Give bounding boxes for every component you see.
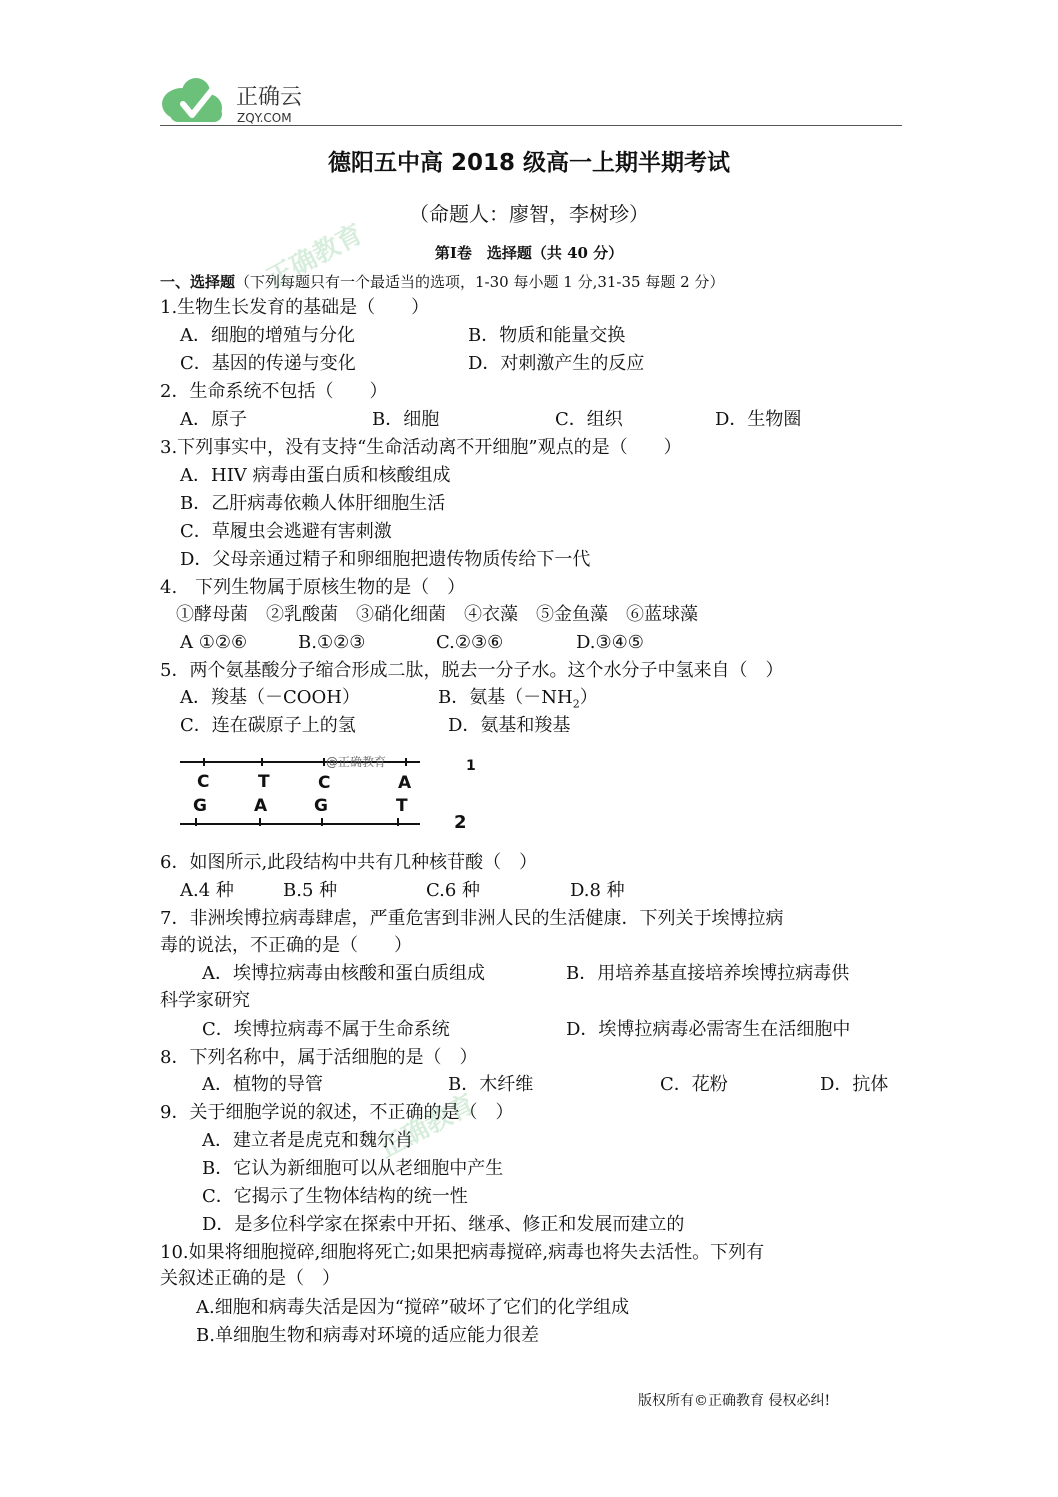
header-rule bbox=[160, 125, 902, 126]
q2-option-b: B．细胞 bbox=[372, 409, 440, 430]
q9-option-a: A．建立者是虎克和魏尔肖 bbox=[202, 1130, 413, 1151]
strand-label-1: 1 bbox=[466, 758, 476, 774]
base-top-2: T bbox=[258, 772, 270, 792]
q6-option-d: D.8 种 bbox=[570, 880, 625, 901]
q1-option-a: A．细胞的增殖与分化 bbox=[180, 325, 355, 346]
question-2-stem: 2．生命系统不包括（ ） bbox=[160, 381, 388, 402]
q7-option-d: D．埃博拉病毒必需寄生在活细胞中 bbox=[566, 1019, 851, 1040]
q1-option-c: C．基因的传递与变化 bbox=[180, 353, 356, 374]
brand-name: 正确云 bbox=[236, 85, 303, 110]
q4-option-b: B.①②③ bbox=[298, 632, 366, 653]
instruction-label: 一、选择题 bbox=[160, 273, 236, 291]
q7-option-b: B．用培养基直接培养埃博拉病毒供 bbox=[566, 963, 850, 984]
q4-option-d: D.③④⑤ bbox=[576, 632, 644, 653]
base-bottom-3: G bbox=[314, 796, 328, 816]
base-bottom-1: G bbox=[193, 796, 207, 816]
page-title: 德阳五中高 2018 级高一上期半期考试 bbox=[327, 150, 731, 176]
instruction bbox=[160, 271, 724, 292]
question-10-stem-line2: 关叙述正确的是（ ） bbox=[160, 1268, 340, 1289]
question-4-stem: 4. 下列生物属于原核生物的是（ ） bbox=[160, 577, 466, 598]
q9-option-b: B．它认为新细胞可以从老细胞中产生 bbox=[202, 1158, 504, 1179]
brand-logo bbox=[160, 78, 320, 128]
q2-option-a: A．原子 bbox=[180, 409, 247, 430]
q3-option-b: B．乙肝病毒依赖人体肝细胞生活 bbox=[180, 493, 446, 514]
question-8-stem: 8．下列名称中，属于活细胞的是（ ） bbox=[160, 1047, 478, 1068]
q5-option-c: C．连在碳原子上的氢 bbox=[180, 715, 356, 736]
q7-option-b-continued: 科学家研究 bbox=[160, 990, 250, 1011]
base-top-4: A bbox=[398, 773, 412, 793]
q4-items: ①酵母菌 ②乳酸菌 ③硝化细菌 ④衣藻 ⑤金鱼藻 ⑥蓝球藻 bbox=[176, 604, 698, 625]
question-9-stem: 9．关于细胞学说的叙述，不正确的是（ ） bbox=[160, 1102, 514, 1123]
q10-option-a: A.细胞和病毒失活是因为“搅碎”破坏了它们的化学组成 bbox=[196, 1297, 630, 1318]
q8-option-a: A．植物的导管 bbox=[202, 1074, 323, 1095]
q1-option-d: D．对刺激产生的反应 bbox=[468, 353, 645, 374]
q2-option-c: C．组织 bbox=[555, 409, 623, 430]
q5-option-d: D．氨基和羧基 bbox=[448, 715, 571, 736]
base-top-1: C bbox=[197, 772, 210, 792]
instruction-text: （下列每题只有一个最适当的选项，1-30 每小题 1 分,31-35 每题 2 分） bbox=[235, 273, 725, 291]
q7-option-c: C．埃博拉病毒不属于生命系统 bbox=[202, 1019, 450, 1040]
authors: （命题人：廖智，李树珍） bbox=[409, 202, 649, 226]
footer-copyright: 版权所有©正确教育 侵权必纠! bbox=[638, 1393, 831, 1409]
q3-option-a: A．HIV 病毒由蛋白质和核酸组成 bbox=[180, 465, 451, 486]
q9-option-d: D．是多位科学家在探索中开拓、继承、修正和发展而建立的 bbox=[202, 1214, 685, 1235]
question-5-stem: 5．两个氨基酸分子缩合形成二肽，脱去一分子水。这个水分子中氢来自（ ） bbox=[160, 660, 784, 681]
q4-option-c: C.②③⑥ bbox=[436, 632, 504, 653]
watermark: 正确教育 bbox=[262, 219, 369, 295]
q8-option-d: D．抗体 bbox=[820, 1074, 889, 1095]
question-1-stem: 1.生物生长发育的基础是（ ） bbox=[160, 297, 430, 318]
q3-option-c: C．草履虫会逃避有害刺激 bbox=[180, 521, 392, 542]
q5-option-a: A．羧基（－COOH） bbox=[180, 687, 360, 708]
q9-option-c: C．它揭示了生物体结构的统一性 bbox=[202, 1186, 468, 1207]
strand-label-2: 2 bbox=[454, 812, 467, 830]
q5-option-b bbox=[438, 686, 598, 717]
q6-option-a: A.4 种 bbox=[180, 880, 234, 901]
dna-diagram bbox=[176, 754, 476, 830]
q2-option-d: D．生物圈 bbox=[715, 409, 802, 430]
figure-watermark: @正确教育 bbox=[326, 755, 387, 769]
brand-domain: ZQY.COM bbox=[237, 111, 292, 125]
q4-option-a: A ①②⑥ bbox=[180, 632, 248, 653]
q8-option-c: C．花粉 bbox=[660, 1074, 728, 1095]
q10-option-b: B.单细胞生物和病毒对环境的适应能力很差 bbox=[196, 1325, 539, 1346]
base-bottom-4: T bbox=[396, 796, 408, 816]
q1-option-b: B．物质和能量交换 bbox=[468, 325, 626, 346]
q8-option-b: B．木纤维 bbox=[448, 1074, 534, 1095]
q3-option-d: D．父母亲通过精子和卵细胞把遗传物质传给下一代 bbox=[180, 549, 591, 570]
q5-option-b-subscript: 2 bbox=[572, 697, 580, 711]
question-7-stem-line1: 7．非洲埃博拉病毒肆虐，严重危害到非洲人民的生活健康．下列关于埃博拉病 bbox=[160, 908, 784, 929]
question-10-stem-line1: 10.如果将细胞搅碎,细胞将死亡;如果把病毒搅碎,病毒也将失去活性。下列有 bbox=[160, 1242, 765, 1263]
base-top-3: C bbox=[318, 773, 331, 793]
watermark: 正确教育 bbox=[374, 1089, 481, 1165]
section-heading: 第Ⅰ卷 选择题（共 40 分） bbox=[434, 244, 624, 262]
question-3-stem: 3.下列事实中，没有支持“生命活动离不开细胞”观点的是（ ） bbox=[160, 437, 682, 458]
question-6-stem: 6．如图所示,此段结构中共有几种核苷酸（ ） bbox=[160, 852, 538, 873]
question-7-stem-line2: 毒的说法，不正确的是（ ） bbox=[160, 935, 412, 956]
q6-option-c: C.6 种 bbox=[426, 880, 481, 901]
q7-option-a: A．埃博拉病毒由核酸和蛋白质组成 bbox=[202, 963, 485, 984]
q5-option-b-close: ） bbox=[579, 687, 598, 708]
q6-option-b: B.5 种 bbox=[283, 880, 338, 901]
base-bottom-2: A bbox=[254, 796, 268, 816]
q5-option-b-text: B．氨基（－NH bbox=[438, 687, 573, 708]
cloud-check-icon bbox=[162, 78, 222, 122]
